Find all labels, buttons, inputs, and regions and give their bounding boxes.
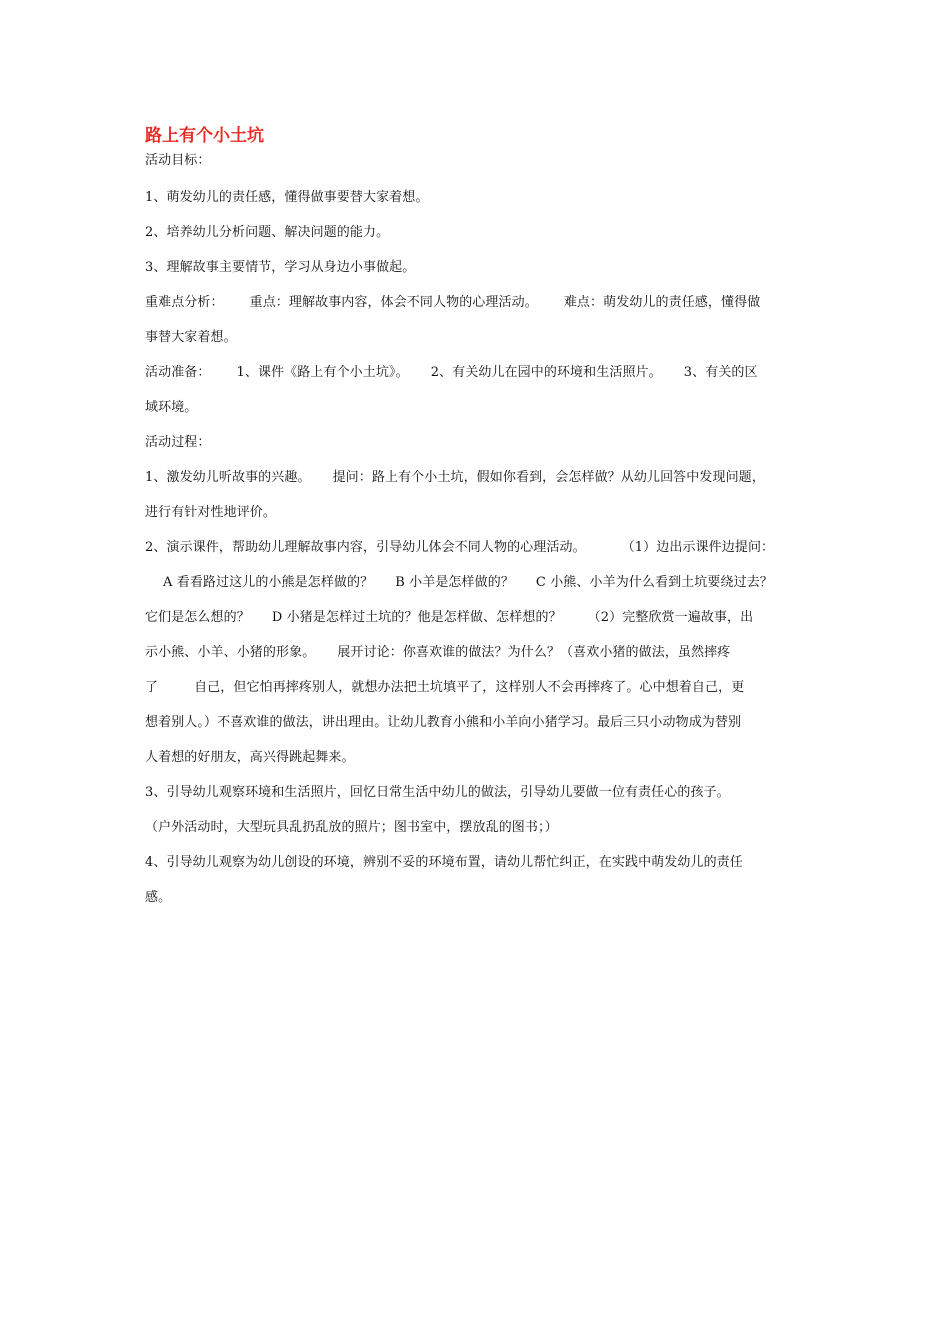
prep-3: 3、有关的区 (683, 365, 758, 380)
preparation-line (145, 355, 813, 390)
questions-line (145, 565, 813, 600)
discussion-part-a: 了 (145, 680, 159, 695)
discussion-line (145, 635, 813, 670)
discussion-text: 展开讨论：你喜欢谁的做法？为什么？（喜欢小猪的做法，虽然摔疼 (337, 645, 731, 660)
step-3-note: （户外活动时，大型玩具乱扔乱放的照片；图书室中，摆放乱的图书；） (145, 820, 558, 835)
discussion-line-2 (145, 670, 813, 705)
question-d: D 小猪是怎样过土坑的？他是怎样做、怎样想的？ (271, 610, 562, 625)
goal-2: 2、培养幼儿分析问题、解决问题的能力。 (145, 225, 390, 240)
step-3-line: 3、引导幼儿观察环境和生活照片，回忆日常生活中幼儿的做法，引导幼儿要做一位有责任心的孩子。 (145, 785, 730, 800)
document-page (145, 122, 813, 915)
step-4-line: 4、引导幼儿观察为幼儿创设的环境，辨别不妥的环境布置，请幼儿帮忙纠正，在实践中萌发幼儿的责任 (145, 855, 743, 870)
goals-label: 活动目标： (145, 153, 211, 168)
hard-point: 难点：萌发幼儿的责任感，懂得做 (563, 295, 761, 310)
key-label: 重难点分析： (145, 295, 224, 310)
process-label: 活动过程： (145, 435, 211, 450)
step-2-sub-2-continued: 示小熊、小羊、小猪的形象。 (145, 645, 316, 660)
step-2-title: 2、演示课件，帮助幼儿理解故事内容，引导幼儿体会不同人物的心理活动。 (145, 540, 586, 555)
step-2-sub-1: （1）边出示课件边提问： (621, 540, 775, 555)
document-title: 路上有个小土坑 (145, 126, 264, 146)
step-2-sub-2: （2）完整欣赏一遍故事，出 (587, 610, 754, 625)
discussion-line-4: 人着想的好朋友，高兴得跳起舞来。 (145, 750, 355, 765)
question-c: C 小熊、小羊为什么看到土坑要绕过去？ (535, 575, 773, 590)
step-1-continued: 进行有针对性地评价。 (145, 505, 277, 520)
prep-1: 1、课件《路上有个小土坑》。 (236, 365, 409, 380)
discussion-part-b: 自己，但它怕再摔疼别人，就想办法把土坑填平了，这样别人不会再摔疼了。心中想着自己，更 (194, 680, 745, 695)
step-4-continued: 感。 (145, 890, 172, 905)
prep-2: 2、有关幼儿在园中的环境和生活照片。 (430, 365, 662, 380)
question-a: A 看看路过这儿的小熊是怎样做的？ (163, 575, 374, 590)
discussion-line-3: 想着别人。）不喜欢谁的做法，讲出理由。让幼儿教育小熊和小羊向小猪学习。最后三只小动物成为替别 (145, 715, 742, 730)
step-1-title: 1、激发幼儿听故事的兴趣。 (145, 470, 311, 485)
step-1-question: 提问：路上有个小土坑，假如你看到，会怎样做？从幼儿回答中发现问题， (332, 470, 765, 485)
key-analysis-line (145, 285, 813, 320)
hard-point-continued: 事替大家着想。 (145, 330, 237, 345)
goal-3: 3、理解故事主要情节，学习从身边小事做起。 (145, 260, 416, 275)
step-2-line (145, 530, 813, 565)
question-b: B 小羊是怎样做的？ (395, 575, 514, 590)
key-point: 重点：理解故事内容，体会不同人物的心理活动。 (249, 295, 538, 310)
questions-line-2 (145, 600, 813, 635)
prep-3-continued: 域环境。 (145, 400, 198, 415)
prep-label: 活动准备： (145, 365, 211, 380)
step-1-line (145, 460, 813, 495)
question-c-continued: 它们是怎么想的？ (145, 610, 250, 625)
goal-1: 1、萌发幼儿的责任感，懂得做事要替大家着想。 (145, 190, 429, 205)
